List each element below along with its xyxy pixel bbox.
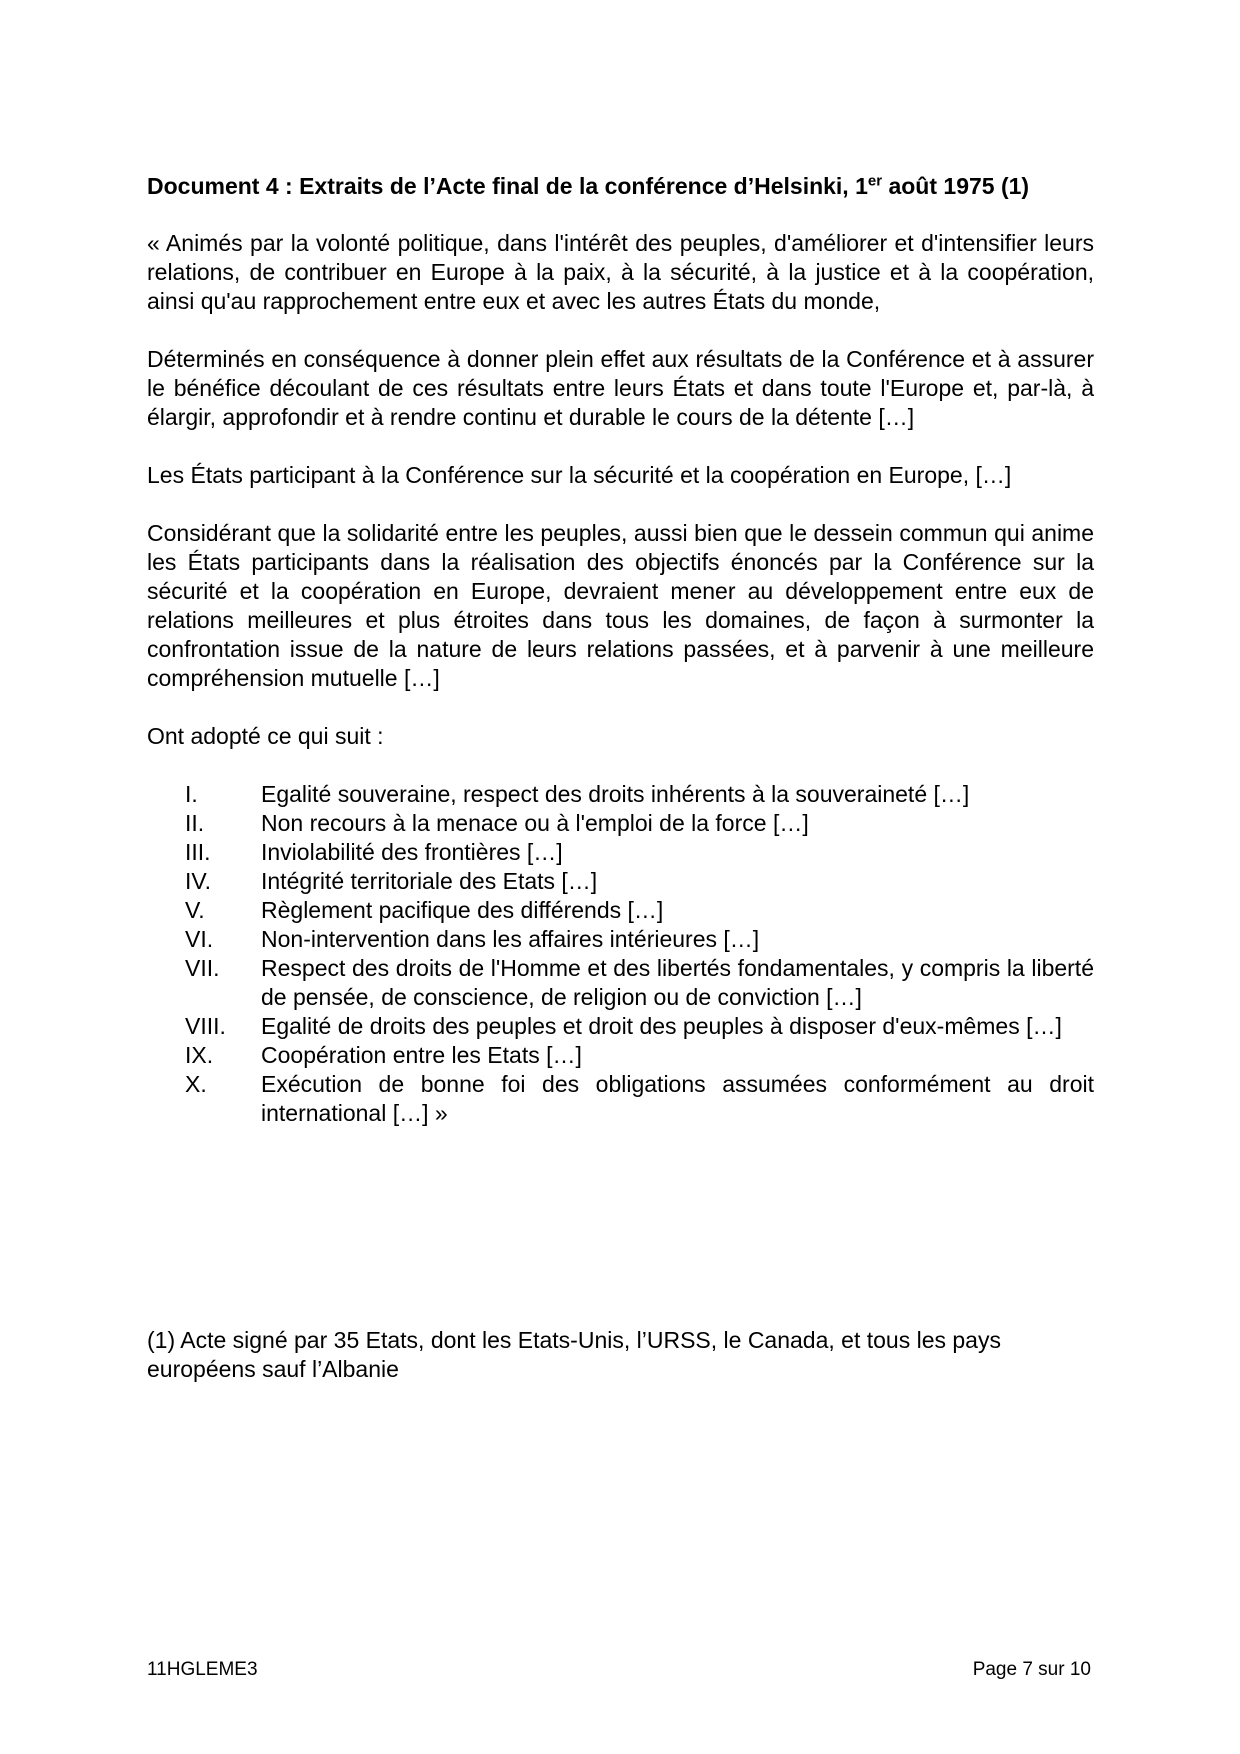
list-item-text: Inviolabilité des frontières […] (261, 839, 563, 865)
document-code: 11HGLEME3 (147, 1659, 258, 1680)
list-item (147, 954, 1094, 1012)
list-item-number: II. (185, 810, 205, 836)
document-body (147, 172, 1094, 1128)
title-superscript: er (867, 172, 883, 190)
title-main: Document 4 : Extraits de l’Acte final de la conférence d’Helsinki, 1 (147, 173, 868, 199)
list-item-number: IV. (185, 868, 212, 894)
list-item (147, 1012, 1094, 1041)
list-item (147, 780, 1094, 809)
list-item-number: III. (185, 839, 211, 865)
list-item (147, 925, 1094, 954)
footnote: (1) Acte signé par 35 Etats, dont les Etats-Unis, l’URSS, le Canada, et tous les pays européens sauf l’Albanie (147, 1327, 1001, 1382)
list-item-text: Egalité souveraine, respect des droits inhérents à la souveraineté […] (261, 781, 970, 807)
list-intro: Ont adopté ce qui suit : (147, 723, 384, 749)
list-item-text: Egalité de droits des peuples et droit des peuples à disposer d'eux-mêmes […] (261, 1013, 1062, 1039)
list-item-number: VI. (185, 926, 214, 952)
list-item (147, 1070, 1094, 1128)
list-item-text: Exécution de bonne foi des obligations assumées conformément au droit international […] » (261, 1071, 1094, 1126)
paragraph: Considérant que la solidarité entre les peuples, aussi bien que le dessein commun qui anime les États participants dans la réalisation des objectifs énoncés par la Conférence sur la sécurité et la coopération en Europe, devraient mener au développement entre eux de relations meilleures et plus étroites dans tous les domaines, de façon à surmonter la confrontation issue de la nature de leurs relations passées, et à parvenir à une meilleure compréhension mutuelle […] (147, 520, 1094, 691)
list-item (147, 838, 1094, 867)
list-item-text: Intégrité territoriale des Etats […] (261, 868, 598, 894)
list-item (147, 867, 1094, 896)
list-item-number: VIII. (185, 1013, 226, 1039)
list-item-text: Respect des droits de l'Homme et des libertés fondamentales, y compris la liberté de pensée, de conscience, de religion ou de conviction […] (261, 955, 1094, 1010)
list-item-number: I. (185, 781, 198, 807)
list-item (147, 1041, 1094, 1070)
list-item-number: VII. (185, 955, 220, 981)
list-item (147, 809, 1094, 838)
paragraph: Les États participant à la Conférence sur la sécurité et la coopération en Europe, […] (147, 462, 1012, 488)
page-footer (147, 1658, 1091, 1682)
list-item-text: Règlement pacifique des différends […] (261, 897, 664, 923)
list-item-text: Non recours à la menace ou à l'emploi de la force […] (261, 810, 809, 836)
list-item-number: X. (185, 1071, 207, 1097)
list-item-number: IX. (185, 1042, 214, 1068)
list-item-text: Non-intervention dans les affaires intérieures […] (261, 926, 760, 952)
list-item-text: Coopération entre les Etats […] (261, 1042, 582, 1068)
document-title (147, 172, 1094, 201)
page-number: Page 7 sur 10 (972, 1659, 1091, 1680)
title-end: août 1975 (1) (882, 173, 1030, 199)
paragraph: « Animés par la volonté politique, dans l'intérêt des peuples, d'améliorer et d'intensifier leurs relations, de contribuer en Europe à la paix, à la sécurité, à la justice et à la coopération, ainsi qu'au rapprochement entre eux et avec les autres États du monde, (147, 230, 1094, 314)
paragraph: Déterminés en conséquence à donner plein effet aux résultats de la Conférence et à assurer le bénéfice découlant de ces résultats entre leurs États et dans toute l'Europe et, par-là, à élargir, approfondir et à rendre continu et durable le cours de la détente […] (147, 346, 1094, 430)
principles-list (147, 780, 1094, 1128)
list-item-number: V. (185, 897, 205, 923)
list-item (147, 896, 1094, 925)
